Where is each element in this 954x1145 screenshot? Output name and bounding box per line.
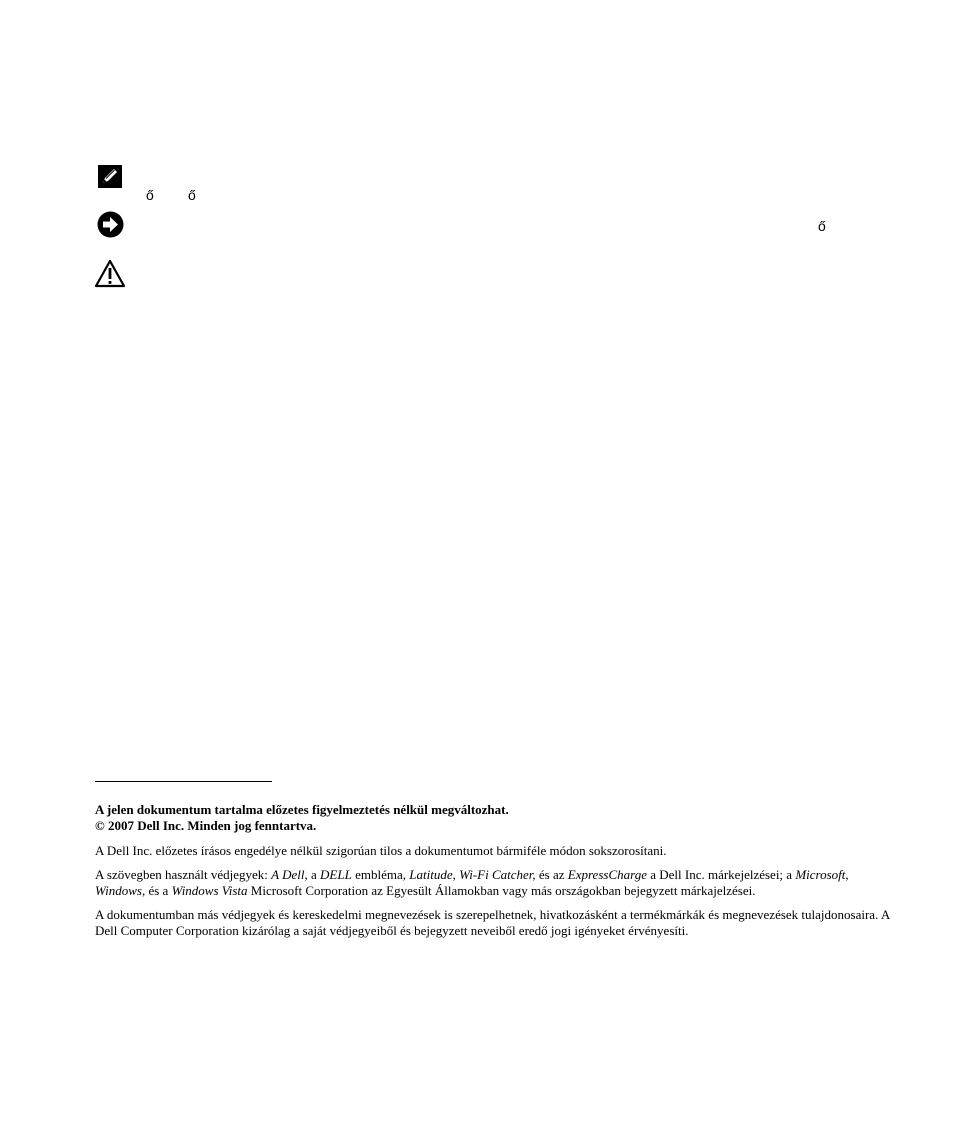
- note-pencil-icon: [98, 165, 122, 188]
- other-marks-notice: A dokumentumban más védjegyek és kereskedelmi megnevezések is szerepelhetnek, hivatkozásként a termékmárkák és megnevezések tulajdonosaira. A Dell Computer Corporation kizárólag a saját védjegyeiből és bejegyzett neveiből eredő jogi igényeket érvényesíti.: [95, 907, 890, 938]
- trademark-name: ExpressCharge: [567, 867, 647, 882]
- notice-text-fragment: ő: [818, 218, 826, 234]
- trademarks-text: ,: [845, 867, 849, 882]
- notice-arrow-icon: [97, 211, 124, 238]
- reproduction-notice-block: [95, 843, 895, 859]
- subject-to-change-notice: A jelen dokumentum tartalma előzetes figyelmeztetés nélkül megváltozhat.: [95, 802, 509, 817]
- trademarks-text: és az: [535, 867, 568, 882]
- trademarks-notice-block: [95, 867, 895, 899]
- trademarks-text: Microsoft Corporation az Egyesült Államokban vagy más országokban bejegyzett márkajelzései.: [247, 883, 756, 898]
- copyright-notice: © 2007 Dell Inc. Minden jog fenntartva.: [95, 818, 317, 833]
- trademark-name: Microsoft: [795, 867, 846, 882]
- reproduction-notice: A Dell Inc. előzetes írásos engedélye nélkül szigorúan tilos a dokumentumot bármiféle módon sokszorosítani.: [95, 843, 667, 858]
- trademarks-text: és a: [145, 883, 172, 898]
- trademarks-text: embléma,: [351, 867, 410, 882]
- caution-triangle-icon: [94, 259, 126, 288]
- legal-header: [95, 802, 895, 834]
- note-text-fragment: ő: [188, 187, 196, 203]
- trademark-name: Windows,: [95, 883, 146, 898]
- trademark-name: Latitude, Wi-Fi Catcher,: [409, 867, 536, 882]
- trademark-name: Windows Vista: [171, 883, 248, 898]
- trademarks-text: , a: [304, 867, 321, 882]
- other-marks-notice-block: [95, 907, 895, 939]
- footer-divider: [95, 781, 272, 782]
- trademarks-notice: [95, 867, 895, 899]
- trademark-name: DELL: [320, 867, 352, 882]
- trademark-name: A Dell: [271, 867, 305, 882]
- note-text-fragment: ő: [146, 187, 154, 203]
- trademarks-text: a Dell Inc. márkejelzései; a: [646, 867, 796, 882]
- trademarks-text: A szövegben használt védjegyek:: [95, 867, 272, 882]
